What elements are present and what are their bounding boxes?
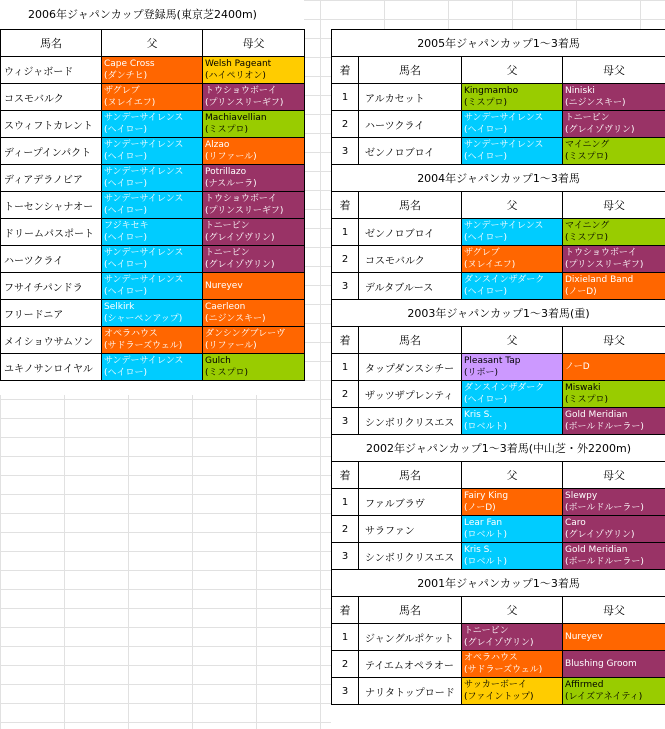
result-row: [332, 111, 665, 138]
horse-name: ハーツクライ: [359, 111, 462, 138]
horse-name: テイエムオペラオー: [359, 651, 462, 678]
sire-cell-main: サンデーサイレンス: [104, 356, 184, 366]
dam-sire-cell: [563, 84, 665, 111]
entry-row: [1, 246, 305, 273]
dam-sire-cell-main: トニービン: [205, 248, 250, 258]
horse-name: ウィジャボード: [1, 57, 102, 84]
sire-cell-main: サンデーサイレンス: [104, 275, 184, 285]
dam-sire-cell-main: Niniski: [565, 86, 595, 96]
dam-sire-cell-line: (ナスルーラ): [205, 179, 257, 189]
finish-rank: 3: [332, 678, 359, 705]
dam-sire-cell-line: (グレイゾヴリン): [565, 125, 635, 135]
sire-cell: [462, 543, 563, 570]
section-header-row: [332, 57, 665, 84]
dam-sire-cell: [203, 354, 305, 381]
entry-row: [1, 84, 305, 111]
dam-sire-cell: [203, 273, 305, 300]
header-sire: 父: [462, 597, 563, 624]
section-header-row: [332, 597, 665, 624]
dam-sire-cell-line: (ボールドルーラー): [565, 422, 644, 432]
dam-sire-cell-line: (ノーD): [565, 287, 597, 297]
entry-row: [1, 354, 305, 381]
dam-sire-cell: [203, 246, 305, 273]
history-panel: [331, 29, 665, 729]
finish-rank: 2: [332, 516, 359, 543]
dam-sire-cell: [563, 624, 665, 651]
section-title-row: [332, 30, 665, 57]
dam-sire-cell: [563, 219, 665, 246]
finish-rank: 1: [332, 489, 359, 516]
sire-cell-line: (ヘイロー): [104, 287, 148, 297]
sire-cell-line: (ヘイロー): [104, 179, 148, 189]
sire-cell-main: ダンスインザダーク: [464, 275, 545, 285]
sire-cell: [102, 192, 203, 219]
sire-cell-main: ダンスインザダーク: [464, 383, 545, 393]
sire-cell-main: Kingmambo: [464, 86, 519, 96]
finish-rank: 3: [332, 543, 359, 570]
sire-cell-main: サンデーサイレンス: [104, 167, 184, 177]
sire-cell-main: Kris S.: [464, 545, 493, 555]
horse-name: ドリームパスポート: [1, 219, 102, 246]
sire-cell: [462, 138, 563, 165]
sire-cell: [462, 408, 563, 435]
header-sire: 父: [102, 30, 203, 57]
header-horse-name: 馬名: [359, 597, 462, 624]
dam-sire-cell: [563, 516, 665, 543]
entry-row: [1, 273, 305, 300]
sire-cell: [102, 300, 203, 327]
dam-sire-cell: [203, 57, 305, 84]
dam-sire-cell: [563, 381, 665, 408]
header-horse-name: 馬名: [359, 462, 462, 489]
dam-sire-cell-line: (ミスプロ): [565, 152, 609, 162]
entry-row: [1, 165, 305, 192]
horse-name: デルタブルース: [359, 273, 462, 300]
sire-cell: [102, 246, 203, 273]
horse-name: ザッツザプレンティ: [359, 381, 462, 408]
result-row: [332, 246, 665, 273]
dam-sire-cell-line: (ミスプロ): [205, 125, 249, 135]
sire-cell-main: オペラハウス: [464, 653, 518, 663]
header-sire: 父: [462, 462, 563, 489]
header-horse-name: 馬名: [359, 192, 462, 219]
sire-cell: [102, 165, 203, 192]
header-horse-name: 馬名: [359, 327, 462, 354]
section-title: 2003年ジャパンカップ1～3着馬(重): [332, 300, 665, 327]
sire-cell-line: (サドラーズウェル): [464, 665, 543, 675]
horse-name: ディープインパクト: [1, 138, 102, 165]
entries-panel: [0, 0, 304, 395]
dam-sire-cell-main: Nureyev: [565, 632, 603, 642]
horse-name: シンボリクリスエス: [359, 543, 462, 570]
dam-sire-cell-line: (ボールドルーラー): [565, 503, 644, 513]
result-row: [332, 624, 665, 651]
dam-sire-cell: [563, 354, 665, 381]
entry-row: [1, 192, 305, 219]
sire-cell: [462, 651, 563, 678]
sire-cell-line: (リボー): [464, 368, 499, 378]
dam-sire-cell-main: Welsh Pageant: [205, 59, 272, 69]
section-title-row: [332, 165, 665, 192]
sire-cell: [462, 354, 563, 381]
result-row: [332, 273, 665, 300]
sire-cell-main: サンデーサイレンス: [104, 194, 184, 204]
sire-cell-main: サンデーサイレンス: [104, 248, 184, 258]
header-rank: 着: [332, 462, 359, 489]
dam-sire-cell-line: (リファール): [205, 152, 257, 162]
sire-cell-line: (ヘイロー): [464, 125, 508, 135]
dam-sire-cell: [203, 165, 305, 192]
dam-sire-cell-main: ノーD: [565, 362, 590, 372]
sire-cell-main: Kris S.: [464, 410, 493, 420]
finish-rank: 3: [332, 408, 359, 435]
dam-sire-cell-main: Caro: [565, 518, 586, 528]
sire-cell-line: (ヘイロー): [104, 125, 148, 135]
sire-cell-line: (ヘイロー): [104, 260, 148, 270]
horse-name: ディアデラノビア: [1, 165, 102, 192]
entry-row: [1, 327, 305, 354]
sire-cell: [462, 273, 563, 300]
section-title-row: [332, 570, 665, 597]
sire-cell-line: (ヘイロー): [464, 233, 508, 243]
horse-name: ゼンノロブロイ: [359, 219, 462, 246]
horse-name: コスモバルク: [1, 84, 102, 111]
sire-cell: [102, 354, 203, 381]
dam-sire-cell-line: (ミスプロ): [205, 368, 249, 378]
header-rank: 着: [332, 57, 359, 84]
sire-cell-line: (ヘイロー): [104, 206, 148, 216]
sire-cell: [102, 327, 203, 354]
section-title: 2001年ジャパンカップ1～3着馬: [332, 570, 665, 597]
result-row: [332, 381, 665, 408]
header-dam-sire: 母父: [563, 462, 665, 489]
finish-rank: 1: [332, 219, 359, 246]
dam-sire-cell: [563, 273, 665, 300]
header-dam-sire: 母父: [203, 30, 305, 57]
sire-cell-line: (ロベルト): [464, 530, 508, 540]
horse-name: サラファン: [359, 516, 462, 543]
finish-rank: 2: [332, 246, 359, 273]
dam-sire-cell: [563, 408, 665, 435]
result-row: [332, 678, 665, 705]
finish-rank: 2: [332, 651, 359, 678]
dam-sire-cell-line: (リファール): [205, 341, 257, 351]
sire-cell-line: (ノーD): [464, 503, 496, 513]
dam-sire-cell-line: (ミスプロ): [565, 395, 609, 405]
result-row: [332, 354, 665, 381]
finish-rank: 1: [332, 624, 359, 651]
result-row: [332, 651, 665, 678]
entries-title: 2006年ジャパンカップ登録馬(東京芝2400m): [0, 0, 304, 29]
sire-cell-main: サンデーサイレンス: [464, 221, 544, 231]
sire-cell-main: ザグレブ: [464, 248, 500, 258]
sire-cell: [102, 57, 203, 84]
dam-sire-cell: [563, 138, 665, 165]
sire-cell-line: (ヌレイエフ): [104, 98, 156, 108]
dam-sire-cell: [563, 678, 665, 705]
dam-sire-cell-main: Gulch: [205, 356, 231, 366]
sire-cell-line: (シャーペンアップ): [104, 314, 183, 324]
sire-cell: [102, 138, 203, 165]
result-row: [332, 543, 665, 570]
entries-header-row: [1, 30, 305, 57]
result-row: [332, 489, 665, 516]
horse-name: アルカセット: [359, 84, 462, 111]
result-row: [332, 219, 665, 246]
dam-sire-cell-line: (レイズアネイティ): [565, 692, 643, 702]
dam-sire-cell: [563, 651, 665, 678]
dam-sire-cell: [203, 300, 305, 327]
dam-sire-cell-main: トニービン: [205, 221, 250, 231]
horse-name: フサイチパンドラ: [1, 273, 102, 300]
entries-table: [0, 29, 305, 381]
header-dam-sire: 母父: [563, 327, 665, 354]
section-header-row: [332, 462, 665, 489]
sire-cell: [102, 219, 203, 246]
sire-cell-main: Selkirk: [104, 302, 135, 312]
section-title: 2005年ジャパンカップ1～3着馬: [332, 30, 665, 57]
horse-name: フリードニア: [1, 300, 102, 327]
horse-name: ハーツクライ: [1, 246, 102, 273]
dam-sire-cell-main: Nureyev: [205, 281, 243, 291]
dam-sire-cell-main: Potrillazo: [205, 167, 247, 177]
sire-cell: [462, 624, 563, 651]
header-horse-name: 馬名: [1, 30, 102, 57]
horse-name: ジャングルポケット: [359, 624, 462, 651]
horse-name: スウィフトカレント: [1, 111, 102, 138]
sire-cell: [102, 84, 203, 111]
dam-sire-cell-line: (グレイゾヴリン): [205, 233, 275, 243]
dam-sire-cell: [203, 84, 305, 111]
sire-cell-main: サンデーサイレンス: [464, 140, 544, 150]
horse-name: トーセンシャナオー: [1, 192, 102, 219]
sire-cell: [462, 84, 563, 111]
dam-sire-cell-main: Blushing Groom: [565, 659, 637, 669]
dam-sire-cell: [203, 138, 305, 165]
dam-sire-cell-main: Caerleon: [205, 302, 246, 312]
entry-row: [1, 219, 305, 246]
dam-sire-cell-main: Machiavellian: [205, 113, 267, 123]
sire-cell-main: サンデーサイレンス: [464, 113, 544, 123]
sire-cell: [462, 516, 563, 543]
sire-cell-line: (ファイントップ): [464, 692, 534, 702]
dam-sire-cell-main: Dixieland Band: [565, 275, 634, 285]
header-rank: 着: [332, 597, 359, 624]
horse-name: タップダンスシチー: [359, 354, 462, 381]
dam-sire-cell: [203, 192, 305, 219]
sire-cell-line: (ヘイロー): [104, 368, 148, 378]
result-row: [332, 408, 665, 435]
entry-row: [1, 300, 305, 327]
sire-cell-main: ザグレブ: [104, 86, 140, 96]
sire-cell: [462, 246, 563, 273]
sire-cell-line: (ロベルト): [464, 557, 508, 567]
dam-sire-cell-main: トウショウボーイ: [565, 248, 637, 258]
dam-sire-cell-main: ダンシングブレーヴ: [205, 329, 286, 339]
dam-sire-cell: [563, 543, 665, 570]
dam-sire-cell-line: (ミスプロ): [565, 233, 609, 243]
dam-sire-cell-line: (プリンスリーギフ): [205, 206, 284, 216]
sire-cell-line: (グレイゾヴリン): [464, 638, 534, 648]
dam-sire-cell-line: (プリンスリーギフ): [205, 98, 284, 108]
dam-sire-cell-main: Miswaki: [565, 383, 601, 393]
dam-sire-cell: [563, 489, 665, 516]
section-title-row: [332, 435, 665, 462]
sire-cell-line: (ダンチヒ): [104, 71, 148, 81]
sire-cell-main: サッカーボーイ: [464, 680, 527, 690]
sire-cell-line: (サドラーズウェル): [104, 341, 183, 351]
dam-sire-cell-main: マイニング: [565, 221, 610, 231]
sire-cell: [462, 219, 563, 246]
sire-cell: [102, 273, 203, 300]
section-header-row: [332, 192, 665, 219]
dam-sire-cell-main: マイニング: [565, 140, 610, 150]
header-sire: 父: [462, 57, 563, 84]
sire-cell-line: (ヘイロー): [464, 152, 508, 162]
header-rank: 着: [332, 327, 359, 354]
header-horse-name: 馬名: [359, 57, 462, 84]
horse-name: コスモバルク: [359, 246, 462, 273]
sire-cell-main: Lear Fan: [464, 518, 503, 528]
finish-rank: 3: [332, 138, 359, 165]
dam-sire-cell-line: (グレイゾヴリン): [205, 260, 275, 270]
sire-cell-main: Cape Cross: [104, 59, 155, 69]
finish-rank: 1: [332, 84, 359, 111]
sire-cell-main: フジキセキ: [104, 221, 149, 231]
header-sire: 父: [462, 327, 563, 354]
dam-sire-cell: [563, 111, 665, 138]
sire-cell-main: Pleasant Tap: [464, 356, 521, 366]
sire-cell-main: トニービン: [464, 626, 509, 636]
sire-cell-line: (ヌレイエフ): [464, 260, 516, 270]
header-sire: 父: [462, 192, 563, 219]
horse-name: シンボリクリスエス: [359, 408, 462, 435]
finish-rank: 2: [332, 381, 359, 408]
dam-sire-cell-line: (プリンスリーギフ): [565, 260, 644, 270]
dam-sire-cell-line: (ハイペリオン): [205, 71, 266, 81]
dam-sire-cell-main: トウショウボーイ: [205, 194, 277, 204]
sire-cell-main: サンデーサイレンス: [104, 140, 184, 150]
sire-cell: [462, 489, 563, 516]
dam-sire-cell-main: トニービン: [565, 113, 610, 123]
dam-sire-cell: [203, 219, 305, 246]
sire-cell-main: サンデーサイレンス: [104, 113, 184, 123]
sire-cell-line: (ミスプロ): [464, 98, 508, 108]
horse-name: ナリタトップロード: [359, 678, 462, 705]
horse-name: ゼンノロブロイ: [359, 138, 462, 165]
section-title: 2002年ジャパンカップ1～3着馬(中山芝・外2200m): [332, 435, 665, 462]
dam-sire-cell-main: Gold Meridian: [565, 410, 628, 420]
result-row: [332, 516, 665, 543]
dam-sire-cell-main: Alzao: [205, 140, 230, 150]
dam-sire-cell-line: (ニジンスキー): [205, 314, 266, 324]
dam-sire-cell-line: (ボールドルーラー): [565, 557, 644, 567]
finish-rank: 1: [332, 354, 359, 381]
sire-cell-line: (ヘイロー): [464, 287, 508, 297]
sire-cell-line: (ヘイロー): [104, 233, 148, 243]
dam-sire-cell-main: Gold Meridian: [565, 545, 628, 555]
dam-sire-cell-main: トウショウボーイ: [205, 86, 277, 96]
header-dam-sire: 母父: [563, 57, 665, 84]
dam-sire-cell: [563, 246, 665, 273]
entry-row: [1, 57, 305, 84]
header-dam-sire: 母父: [563, 597, 665, 624]
section-header-row: [332, 327, 665, 354]
dam-sire-cell-line: (グレイゾヴリン): [565, 530, 635, 540]
entry-row: [1, 138, 305, 165]
header-dam-sire: 母父: [563, 192, 665, 219]
sire-cell-line: (ロベルト): [464, 422, 508, 432]
sire-cell-main: オペラハウス: [104, 329, 158, 339]
section-title: 2004年ジャパンカップ1～3着馬: [332, 165, 665, 192]
section-title-row: [332, 300, 665, 327]
sire-cell-line: (ヘイロー): [104, 152, 148, 162]
result-row: [332, 84, 665, 111]
sire-cell: [102, 111, 203, 138]
horse-name: ファルブラヴ: [359, 489, 462, 516]
dam-sire-cell: [203, 111, 305, 138]
finish-rank: 3: [332, 273, 359, 300]
result-row: [332, 138, 665, 165]
dam-sire-cell-line: (ニジンスキー): [565, 98, 626, 108]
header-rank: 着: [332, 192, 359, 219]
horse-name: メイショウサムソン: [1, 327, 102, 354]
horse-name: ユキノサンロイヤル: [1, 354, 102, 381]
history-table: [331, 29, 665, 705]
finish-rank: 2: [332, 111, 359, 138]
sire-cell: [462, 381, 563, 408]
dam-sire-cell-main: Affirmed: [565, 680, 604, 690]
dam-sire-cell-main: Slewpy: [565, 491, 598, 501]
sire-cell-main: Fairy King: [464, 491, 509, 501]
entry-row: [1, 111, 305, 138]
sire-cell-line: (ヘイロー): [464, 395, 508, 405]
sire-cell: [462, 678, 563, 705]
sire-cell: [462, 111, 563, 138]
dam-sire-cell: [203, 327, 305, 354]
